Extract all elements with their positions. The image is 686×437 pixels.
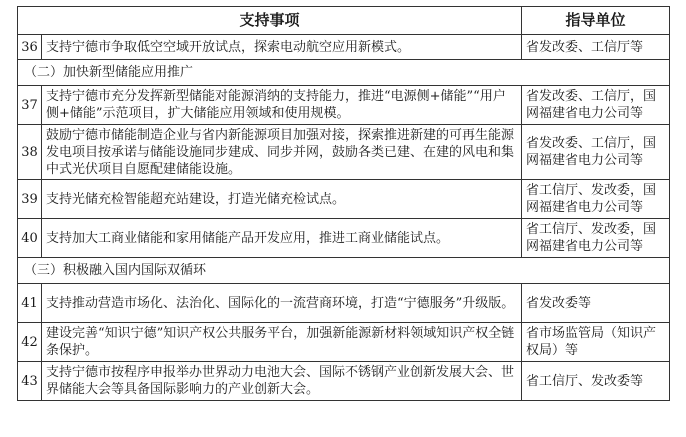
section-row (18, 258, 670, 284)
support-item-text: 支持推动营造市场化、法治化、国际化的一流营商环境，打造“宁德服务”升级版。 (42, 284, 522, 323)
row-number: 37 (18, 86, 42, 125)
guiding-unit: 省发改委、工信厅等 (522, 35, 670, 60)
header-support-items: 支持事项 (18, 7, 522, 35)
guiding-unit: 省工信厅、发改委，国网福建省电力公司等 (522, 180, 670, 219)
table-row (18, 323, 670, 362)
support-item-text: 支持宁德市争取低空空域开放试点，探索电动航空应用新模式。 (42, 35, 522, 60)
support-item-text: 支持加大工商业储能和家用储能产品开发应用，推进工商业储能试点。 (42, 219, 522, 258)
table-row (18, 35, 670, 60)
section-heading: （三）积极融入国内国际双循环 (18, 258, 670, 284)
support-item-text: 建设完善“知识宁德”知识产权公共服务平台，加强新能源新材料领域知识产权全链条保护。 (42, 323, 522, 362)
row-number: 40 (18, 219, 42, 258)
guiding-unit: 省工信厅、发改委等 (522, 362, 670, 401)
support-items-table (17, 6, 670, 401)
guiding-unit: 省工信厅、发改委，国网福建省电力公司等 (522, 219, 670, 258)
section-heading: （二）加快新型储能应用推广 (18, 60, 670, 86)
support-item-text: 支持宁德市充分发挥新型储能对能源消纳的支持能力，推进“电源侧+储能”“用户侧+储能”示范项目，扩大储能应用领域和使用规模。 (42, 86, 522, 125)
row-number: 41 (18, 284, 42, 323)
guiding-unit: 省发改委等 (522, 284, 670, 323)
table-header-row (18, 7, 670, 35)
guiding-unit: 省发改委、工信厅，国网福建省电力公司等 (522, 86, 670, 125)
table-row (18, 180, 670, 219)
row-number: 39 (18, 180, 42, 219)
support-item-text: 支持宁德市按程序申报举办世界动力电池大会、国际不锈钢产业创新发展大会、世界储能大会等具备国际影响力的产业创新大会。 (42, 362, 522, 401)
table-row (18, 86, 670, 125)
table-row (18, 219, 670, 258)
section-row (18, 60, 670, 86)
table-row (18, 284, 670, 323)
table-row (18, 125, 670, 180)
header-guiding-unit: 指导单位 (522, 7, 670, 35)
guiding-unit: 省发改委、工信厅，国网福建省电力公司等 (522, 125, 670, 180)
support-item-text: 支持光储充检智能超充站建设，打造光储充检试点。 (42, 180, 522, 219)
row-number: 43 (18, 362, 42, 401)
support-item-text: 鼓励宁德市储能制造企业与省内新能源项目加强对接，探索推进新建的可再生能源发电项目按承诺与储能设施同步建成、同步并网，鼓励各类已建、在建的风电和集中式光伏项目自愿配建储能设施。 (42, 125, 522, 180)
row-number: 42 (18, 323, 42, 362)
row-number: 36 (18, 35, 42, 60)
guiding-unit: 省市场监管局（知识产权局）等 (522, 323, 670, 362)
table-row (18, 362, 670, 401)
row-number: 38 (18, 125, 42, 180)
